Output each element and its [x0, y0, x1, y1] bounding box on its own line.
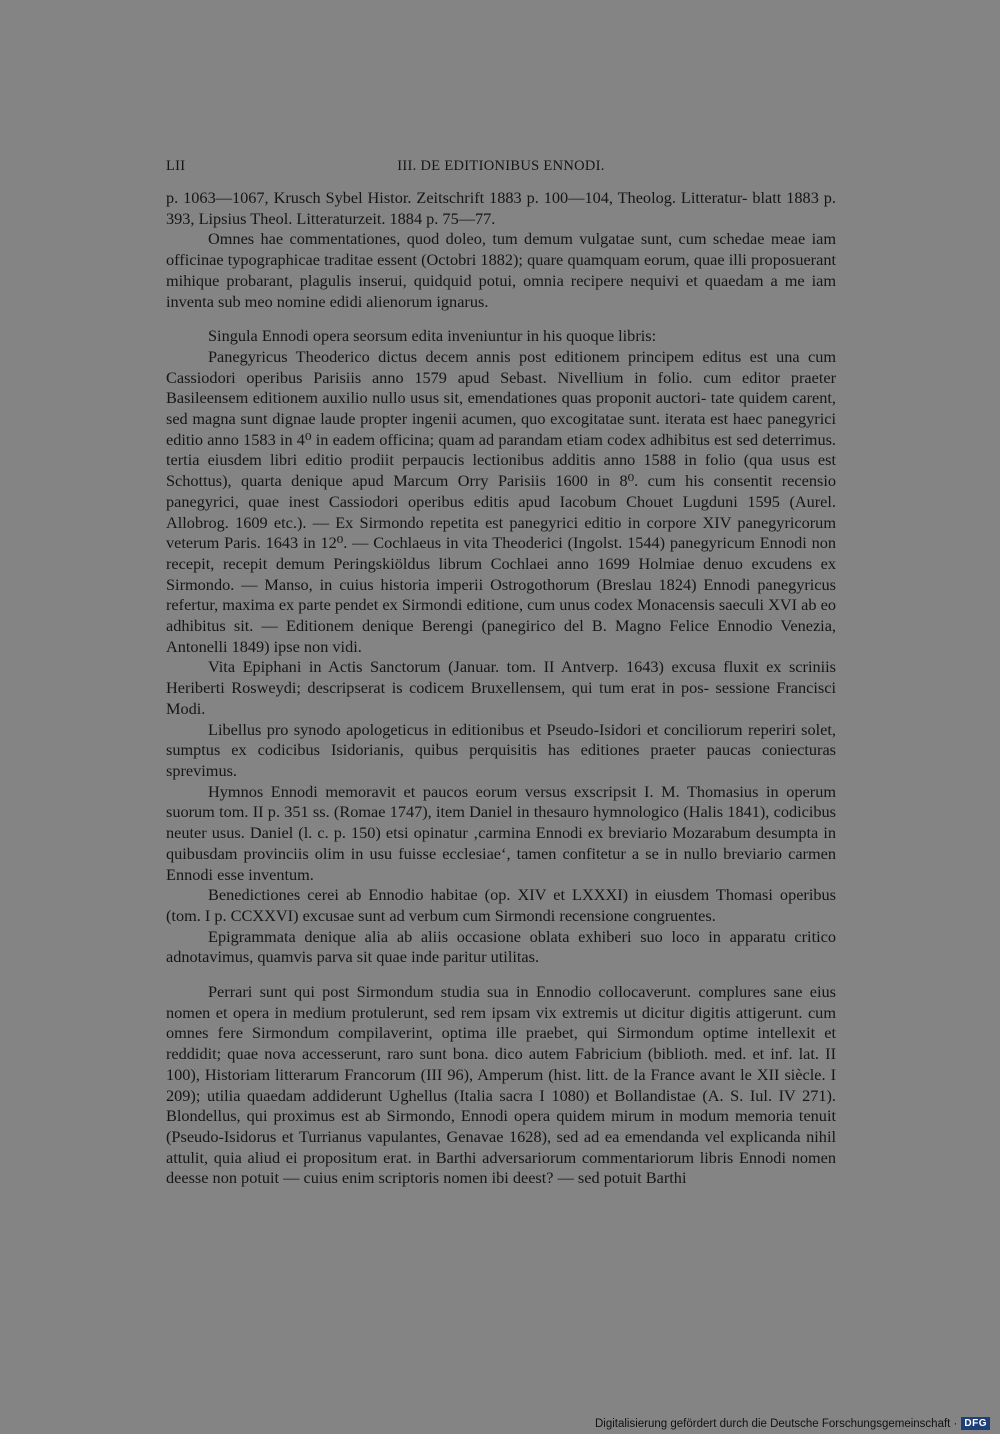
text-line: denuo excudens ex Sirmondo. — Manso, in cuius historia imperii Ostrogothorum (Breslau: [166, 553, 836, 594]
paragraph-references: [166, 188, 836, 229]
text-line: nomen deesse non potuit — cuius enim scriptoris nomen ibi deest? — sed potuit Barthi: [166, 1147, 837, 1188]
text-line: unus codex Monacensis saeculi XVI ab eo adhibitus sit. — Editionem denique Berengi: [166, 595, 836, 636]
text-line: sunt. iterata est haec panegyrici editio anno 1583 in 4⁰ in eadem officina; quam ad: [166, 409, 836, 449]
text-line: blatt 1883 p. 393, Lipsius Theol. Litteraturzeit. 1884 p. 75—77.: [166, 188, 836, 228]
text-line: veterum Paris. 1643 in 12⁰. — Cochlaeus in vita Theoderici (Ingolst. 1544) panegyricum: [166, 533, 760, 553]
text-line: (Halis 1841), codicibus neuter usus. Daniel (l. c. p. 150) etsi opinatur ‚carmina Ennodi ex: [166, 802, 837, 843]
text-line: inest Cassiodori operibus editis apud Iacobum Chouet Lugduni 1595 (Aurel. Allobrog.: [166, 491, 837, 532]
dfg-logo-icon: DFG: [961, 1417, 990, 1430]
text-line: Ennodi non recepit, recepit demum Peringskiöldus librum Cochlaei anno 1699 Holmiae: [166, 533, 836, 573]
text-line: Omnes hae commentationes, quod doleo, tum demum vulgatae sunt, cum schedae: [208, 229, 771, 249]
paragraph-perrari: [166, 982, 836, 1189]
text-line: parandam etiam codex adhibitus est sed deterrimus. tertia eiusdem libri editio prodiit: [166, 429, 837, 470]
text-line: et Turrianus vapulantes, Genavae 1628), sed ad ea emendanda vel explicanda nihil attulit,: [166, 1126, 836, 1167]
paragraph-commentationes: [166, 229, 836, 312]
text-line: operibus (tom. I p. CCXXVI) excusae sunt ad verbum cum Sirmondi recensione congruentes.: [166, 885, 836, 925]
running-header: [166, 150, 836, 176]
paragraph-hymnos: [166, 782, 836, 886]
text-line: meae iam officinae typographicae traditae essent (Octobri 1882); quare quamquam eorum,: [166, 229, 836, 270]
text-line: sessione Francisci Modi.: [166, 678, 837, 718]
text-line: reperiri solet, sumptus ex codicibus Isidorianis, quibus perquisitis has editiones praeter: [166, 719, 837, 760]
paragraph-libellus: [166, 720, 836, 782]
text-line: 1609 etc.). — Ex Sirmondo repetita est panegyrici editio in corpore XIV panegyricorum: [235, 512, 836, 532]
text-line: apud Marcum Orry Parisiis 1600 in 8⁰. cum his consentit recensio panegyrici, quae: [166, 471, 836, 511]
digitization-credit: [595, 1417, 990, 1430]
text-line: confitetur a se in nullo breviario carmen Ennodi esse inventum.: [166, 843, 836, 884]
page-number: LII: [166, 158, 186, 174]
text-line: Vita Epiphani in Actis Sanctorum (Januar. tom. II Antverp. 1643) excusa fluxit ex: [208, 657, 789, 677]
text-line: Benedictiones cerei ab Ennodio habitae (op. XIV et LXXXI) in eiusdem Thomasi: [208, 885, 780, 905]
text-line: Ughellus (Italia sacra I 1080) et Bollandistae (A. S. Iul. IV 271). Blondellus, qui proximus: [166, 1085, 837, 1126]
text-line: digitis attigerunt. cum omnes fere Sirmondum compilaverint, optima ille praebet, qui: [166, 1002, 836, 1043]
text-line: 1824) Ennodi panegyricus refertur, maxima ex parte pendet ex Sirmondi editione, cum: [166, 574, 836, 615]
text-line: (panegirico del B. Magno Felice Ennodio Venezia, Antonelli 1849) ipse non vidi.: [166, 616, 836, 656]
text-line: praeter Basileensem editionem auxilio nullo usus sit, emendationes quas proponit auctori-: [166, 367, 836, 408]
text-line: cum Cassiodori operibus Parisiis anno 1579 apud Sebast. Nivellium in folio. cum editor: [166, 346, 836, 387]
text-line: breviario Mozarabum desumpta in quibusdam provinciis olim in usu fuisse ecclesiae‘, tamen: [166, 823, 837, 863]
text-line: Libellus pro synodo apologeticus in editionibus et Pseudo-Isidori et conciliorum: [208, 719, 748, 739]
text-line: sane eius nomen et opera in medium protulerunt, sed rem ipsam vix extremis ut dicitur: [166, 982, 836, 1022]
text-line: est ab Sirmondo, Ennodi opera quidem mirum in modum memoria tenuit (Pseudo-Isidorus: [166, 1106, 836, 1146]
text-line: Epigrammata denique alia ab aliis occasione oblata exhiberi suo loco in apparatu: [208, 926, 795, 946]
document-page: [166, 150, 836, 1189]
text-line: Panegyricus Theoderico dictus decem annis post editionem principem editus est una: [208, 346, 808, 366]
text-line: perpaucis lectionibus additis anno 1588 in folio (qua usus est Schottus), quarta denique: [166, 450, 836, 491]
text-line: critico adnotavimus, quamvis parva sit quae inde paritur utilitas.: [166, 926, 836, 967]
text-line: quia aliud ei propositum erat. in Barthi adversariorum commentariorum libris Ennodi: [213, 1147, 792, 1167]
text-line: paucas coniecturas sprevimus.: [166, 740, 837, 780]
running-title: III. DE EDITIONIBUS ENNODI.: [397, 158, 605, 174]
text-line: operum suorum tom. II p. 351 ss. (Romae 1747), item Daniel in thesauro hymnologico: [166, 781, 836, 822]
text-line: Amperum (hist. litt. de la France avant le XII siècle. I 209); utilia quaedam addiderunt: [166, 1064, 836, 1105]
paragraph-singula: [166, 326, 836, 347]
text-line: quae illi proposuerant mihique probarant, plagulis inserui, quidquid potui, omnia recipere: [166, 250, 836, 290]
text-line: autem Fabricium (biblioth. med. et inf. lat. II 100), Historiam litterarum Francorum (III 96),: [166, 1044, 836, 1084]
body-text: [166, 188, 836, 1189]
text-line: Singula Ennodi opera seorsum edita inveniuntur in his quoque libris:: [208, 326, 657, 346]
text-line: nequivi et quaedam a me iam inventa sub meo nomine edidi alienorum ignarus.: [166, 270, 836, 311]
paragraph-epigrammata: [166, 927, 836, 968]
paragraph-vita-epiphani: [166, 657, 836, 719]
text-line: tate quidem carent, sed magna sunt dignae laude propter ingenii acumen, quo excogitatae: [166, 388, 836, 429]
credit-text: Digitalisierung gefördert durch die Deutsche Forschungsgemeinschaft ·: [594, 1417, 958, 1430]
text-line: scriniis Heriberti Rosweydi; descripserat is codicem Bruxellensem, qui tum erat in pos-: [166, 657, 836, 698]
paragraph-benedictiones: [166, 885, 836, 926]
text-line: Sirmondum optime intellexit et reddidit; quae nova accesserunt, raro sunt bona. dico: [166, 1023, 837, 1064]
text-line: p. 1063—1067, Krusch Sybel Histor. Zeitschrift 1883 p. 100—104, Theolog. Litteratur-: [166, 188, 753, 207]
text-line: Hymnos Ennodi memoravit et paucos eorum versus exscripsit I. M. Thomasius in: [208, 781, 787, 801]
text-line: Perrari sunt qui post Sirmondum studia sua in Ennodio collocaverunt. complures: [208, 982, 774, 1002]
paragraph-panegyricus: [166, 347, 836, 658]
